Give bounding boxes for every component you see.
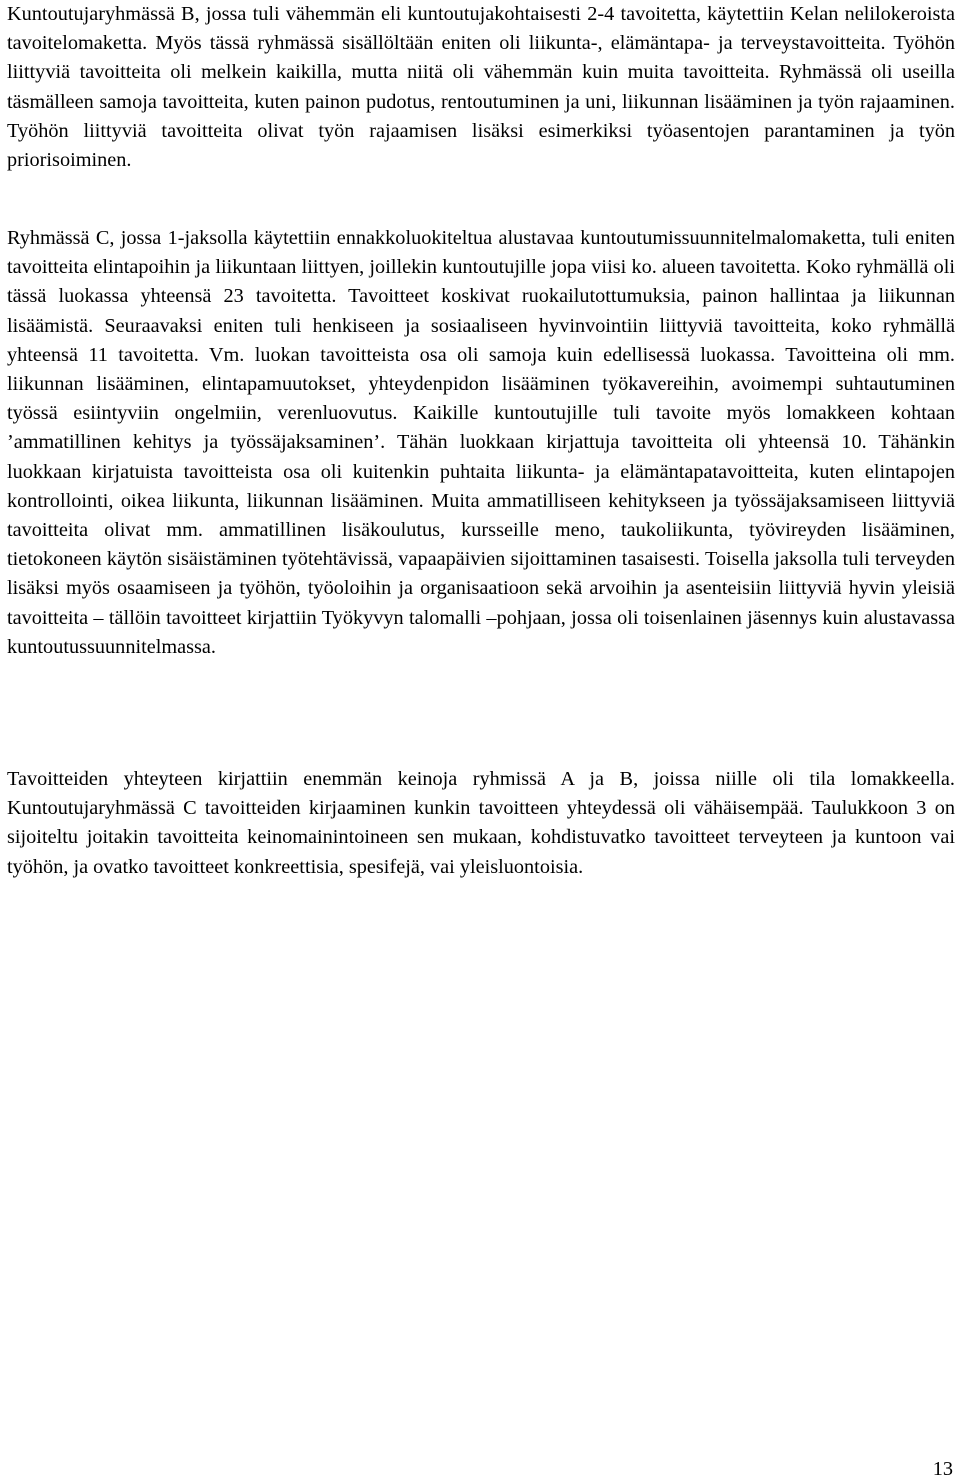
paragraph-group-c: Ryhmässä C, jossa 1-jaksolla käytettiin ennakkoluokiteltua alustavaa kuntoutumissuunnitelmalomaketta, tuli eniten tavoitteita elintapoihin ja liikuntaan liittyen, joillekin kuntoutujille jopa viisi ko. alueen tavoitetta. Koko ryhmällä oli tässä luokassa yhteensä 23 tavoitetta. Tavoitteet koskivat ruokailutottumuksia, painon hallintaa ja liikunnan lisäämistä. Seuraavaksi eniten tuli henkiseen ja sosiaaliseen hyvinvointiin liittyviä tavoitteita, koko ryhmällä yhteensä 11 tavoitetta. Vm. luokan tavoitteista osa oli samoja kuin edellisessä luokassa. Tavoitteina oli mm. liikunnan lisääminen, elintapamuutokset, yhteydenpidon lisääminen työkavereihin, avoimempi suhtautuminen työssä esiintyviin ongelmiin, verenluovutus. Kaikille kuntoutujille tuli tavoite myös lomakkeen kohtaan ’ammatillinen kehitys ja työssäjaksaminen’. Tähän luokkaan kirjattuja tavoitteita oli yhteensä 10. Tähänkin luokkaan kirjatuista tavoitteista osa oli kuitenkin puhtaita liikunta- ja elämäntapatavoitteita, kuten elintapojen kontrollointi, oikea liikunta, liikunnan lisääminen. Muita ammatilliseen kehitykseen ja työssäjaksamiseen liittyviä tavoitteita olivat mm. ammatillinen lisäkoulutus, kursseille meno, taukoliikunta, työvireyden lisääminen, tietokoneen käytön sisäistäminen työtehtävissä, vapaapäivien sijoittaminen tasaisesti. Toisella jaksolla tuli terveyden lisäksi myös osaamiseen ja työhön, työoloihin ja organisaatioon sekä arvoihin ja asenteisiin liittyviä hyvin yleisiä tavoitteita – tällöin tavoitteet kirjattiin Työkyvyn talomalli –pohjaan, jossa oli toisenlainen jäsennys kuin alustavassa kuntoutussuunnitelmassa. (7, 227, 955, 658)
page-number: 13 (932, 1458, 953, 1480)
document-page (7, 0, 955, 1484)
paragraph-methods: Tavoitteiden yhteyteen kirjattiin enemmän keinoja ryhmissä A ja B, joissa niille oli tila lomakkeella. Kuntoutujaryhmässä C tavoitteiden kirjaaminen kunkin tavoitteen yhteydessä oli vähäisempää. Taulukkoon 3 on sijoiteltu joitakin tavoitteita keinomainintoineen sen mukaan, kohdistuvatko tavoitteet terveyteen ja kuntoon vai työhön, ja ovatko tavoitteet konkreettisia, spesifejä, vai yleisluontoisia. (7, 768, 955, 878)
paragraph-group-b: Kuntoutujaryhmässä B, jossa tuli vähemmän eli kuntoutujakohtaisesti 2-4 tavoitetta, käytettiin Kelan nelilokeroista tavoitelomaketta. Myös tässä ryhmässä sisällöltään eniten oli liikunta-, elämäntapa- ja terveystavoitteita. Työhön liittyviä tavoitteita oli melkein kaikilla, mutta niitä oli vähemmän kuin muita tavoitteita. Ryhmässä oli useilla täsmälleen samoja tavoitteita, kuten painon pudotus, rentoutuminen ja uni, liikunnan lisääminen ja työn rajaaminen. Työhön liittyviä tavoitteita olivat työn rajaamisen lisäksi esimerkiksi työasentojen parantaminen ja työn priorisoiminen. (7, 3, 955, 172)
